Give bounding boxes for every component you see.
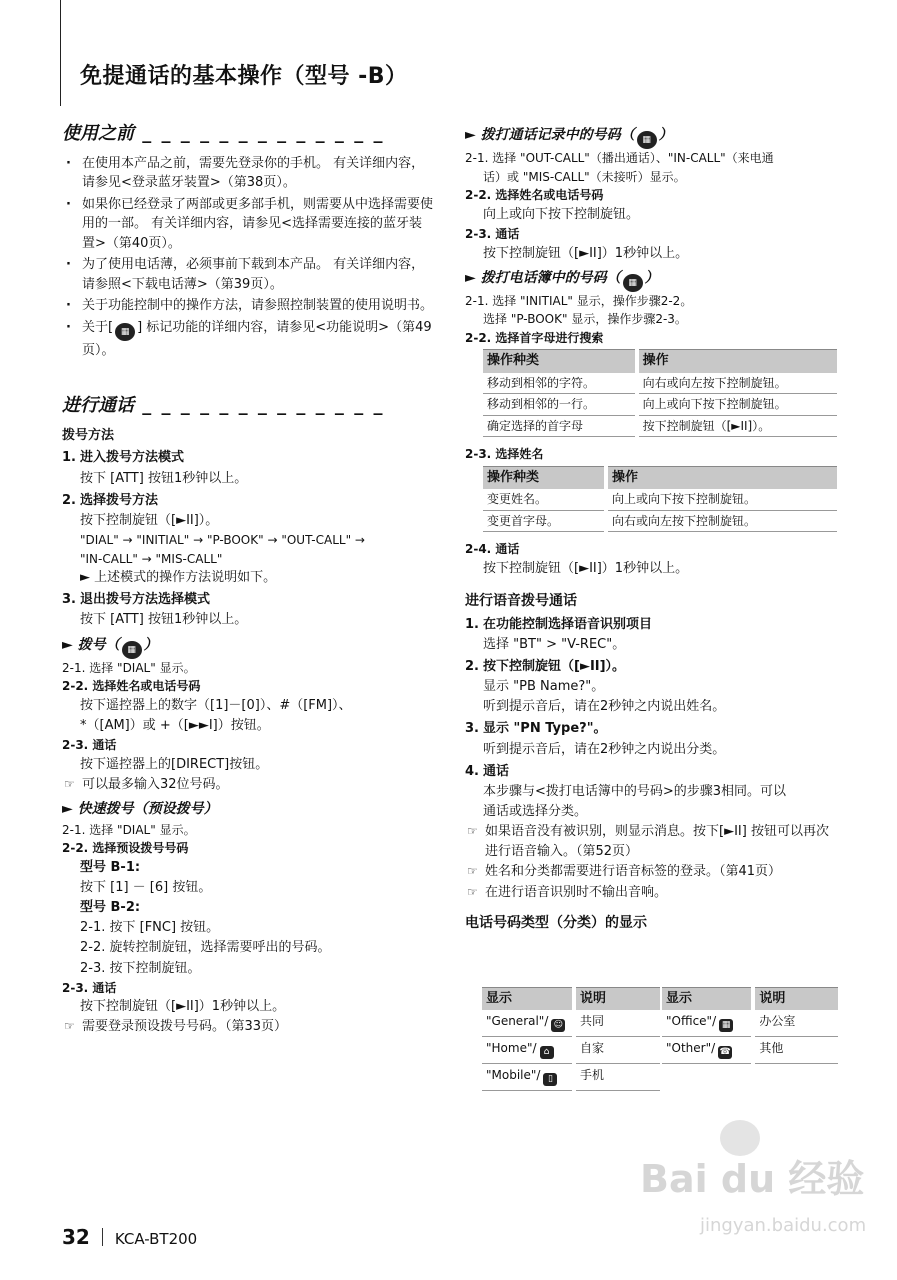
step-2-title (62, 491, 434, 511)
table-cell: 其他 (753, 1037, 838, 1064)
type-label: "General"/ (486, 1014, 549, 1029)
making-call-heading-text: 进行通话 (62, 395, 134, 417)
page-number: 32 (62, 1225, 90, 1249)
voice-note: ☞ 如果语音没有被识别，则显示消息。按下[►II] 按钮可以再次进行语音输入。（第52页） (465, 822, 837, 862)
dial-method-title: 拨号方法 (62, 428, 115, 444)
step-number: 4. (465, 763, 479, 779)
table-row (482, 1037, 660, 1064)
table-row (483, 373, 837, 394)
table-cell: 办公室 (753, 1010, 838, 1037)
dial-step-2-1: 2-1. 选择 "DIAL" 显示。 (62, 660, 196, 675)
table-cell (482, 1064, 574, 1091)
table-cell: 向右或向左按下控制旋钮。 (606, 510, 837, 532)
types-table-left (482, 987, 660, 1091)
table-row (662, 1010, 838, 1037)
number-types-heading: 电话号码类型（分类）的显示 (465, 914, 647, 931)
speed-step-2-3-text: 按下控制旋钮（[►II]）1秒钟以上。 (80, 999, 286, 1015)
step-title-text: 通话 (483, 763, 510, 779)
model-b2-step: 2-2. 旋转控制旋钮，选择需要呼出的号码。 (80, 940, 331, 956)
step-title-text: 显示 "PN Type?"。 (483, 721, 607, 737)
type-label: "Home"/ (486, 1041, 537, 1056)
table-header: 操作 (637, 350, 837, 373)
list-item: · 在使用本产品之前，需要先登录你的手机。 有关详细内容，请参见<登录蓝牙装置>（第38页）。 (62, 154, 434, 193)
footer-divider (102, 1228, 103, 1246)
watermark-url: jingyan.baidu.com (700, 1215, 867, 1236)
table-header: 说明 (753, 988, 838, 1011)
table-cell: 变更姓名。 (483, 489, 606, 510)
list-item (62, 318, 434, 361)
dial-step-2-2-text: *（[AM]）或 +（[►►I]）按钮。 (80, 717, 270, 733)
voice-note: ☞ 姓名和分类都需要进行语音标签的登录。（第41页） (465, 862, 837, 882)
subheading-text: ） (658, 127, 673, 143)
dial-step-2-2-text: 按下遥控器上的数字（[1]－[0]）、#（[FM]）、 (80, 697, 352, 713)
table-cell (482, 1010, 574, 1037)
step-3-text: 按下 [ATT] 按钮1秒钟以上。 (80, 612, 248, 628)
step-1-text: 按下 [ATT] 按钮1秒钟以上。 (80, 470, 248, 486)
menu-icon (115, 323, 135, 341)
table-header: 操作种类 (483, 350, 637, 373)
list-item: · 关于功能控制中的操作方法，请参照控制装置的使用说明书。 (62, 296, 434, 316)
table-cell: 移动到相邻的字符。 (483, 373, 637, 394)
table-cell: 向上或向下按下控制旋钮。 (606, 489, 837, 510)
table-header: 操作 (606, 466, 837, 489)
types-table-right (662, 987, 838, 1064)
table-cell: 确定选择的首字母 (483, 415, 637, 437)
heading-dashes: _ _ _ _ _ _ _ _ _ _ _ _ _ (134, 395, 385, 417)
phonebook-step-2-4-text: 按下控制旋钮（[►II]）1秒钟以上。 (483, 560, 689, 576)
table-cell (482, 1037, 574, 1064)
page-title: 免提通话的基本操作（型号 -B） (80, 64, 408, 89)
before-use-heading-text: 使用之前 (62, 123, 134, 144)
call-log-step-2-1: 2-1. 选择 "OUT-CALL"（播出通话）、"IN-CALL"（来电通 (465, 151, 774, 165)
model-name: KCA-BT200 (114, 1230, 198, 1248)
before-use-heading (62, 120, 434, 148)
dial-subheading (62, 635, 434, 659)
phonebook-step-2-2-title: 2-2. 选择首字母进行搜索 (465, 330, 604, 345)
bullet-text: 关于[ (82, 319, 114, 335)
dial-note: ☞ 可以最多输入32位号码。 (62, 775, 434, 795)
phonebook-step-2-1-cont: 选择 "P-BOOK" 显示，操作步骤2-3。 (483, 312, 687, 327)
table-header: 操作种类 (483, 466, 606, 489)
call-log-step-2-1-cont: 话）或 "MIS-CALL"（未接听）显示。 (483, 169, 686, 184)
table-row (483, 489, 837, 510)
table-cell: 共同 (574, 1010, 660, 1037)
subheading-text: ） (644, 269, 659, 286)
step-number: 2. (465, 658, 479, 674)
speed-dial-subheading: ► 快速拨号（预设拨号） (62, 800, 218, 817)
before-use-list (62, 154, 434, 361)
making-call-heading (62, 392, 434, 420)
voice-step-4-title (465, 762, 837, 782)
table-header-row (483, 350, 837, 373)
call-log-subheading (465, 125, 837, 149)
phonebook-step-2-1: 2-1. 选择 "INITIAL" 显示，操作步骤2-2。 (465, 293, 693, 308)
mode-note: ► 上述模式的操作方法说明如下。 (80, 570, 277, 586)
model-b2-step: 2-3. 按下控制旋钮。 (80, 960, 201, 976)
type-label: "Other"/ (666, 1041, 716, 1056)
table-header: 说明 (574, 988, 660, 1011)
step-title-text: 进入拨号方法模式 (80, 450, 185, 466)
table-header: 显示 (662, 988, 753, 1011)
table-cell: 向右或向左按下控制旋钮。 (637, 373, 837, 394)
model-b1-label: 型号 B-1: (80, 859, 141, 875)
mode-sequence-cont: "IN-CALL" → "MIS-CALL" (80, 551, 223, 566)
voice-step-3-title (465, 719, 837, 739)
call-log-step-2-3-text: 按下控制旋钮（[►II]）1秒钟以上。 (483, 245, 689, 261)
voice-step-2-text: 听到提示音后，请在2秒钟之内说出姓名。 (483, 699, 726, 715)
list-item: · 如果你已经登录了两部或更多部手机，则需要从中选择需要使用的一部。 有关详细内容，请参见<选择需要连接的蓝牙装置>（第40页）。 (62, 195, 434, 254)
dial-step-2-3-text: 按下遥控器上的[DIRECT]按钮。 (80, 756, 269, 772)
step-title-text: 在功能控制选择语音识别项目 (483, 616, 653, 632)
table-row (483, 394, 837, 416)
table-row (662, 1037, 838, 1064)
mode-sequence: "DIAL" → "INITIAL" → "P-BOOK" → "OUT-CALL" → (80, 532, 365, 547)
call-log-step-2-2-text: 向上或向下按下控制旋钮。 (483, 206, 640, 222)
speed-step-2-1: 2-1. 选择 "DIAL" 显示。 (62, 822, 196, 837)
table-row (482, 1010, 660, 1037)
margin-rule (60, 0, 61, 106)
voice-dial-heading: 进行语音拨号通话 (465, 593, 577, 610)
speed-step-2-3-title: 2-3. 通话 (62, 980, 117, 995)
voice-note: ☞ 在进行语音识别时不输出音响。 (465, 883, 837, 903)
table-header-row (482, 988, 660, 1011)
step-number: 3. (465, 721, 479, 737)
step-number: 1. (465, 616, 479, 632)
step-number: 3. (62, 592, 76, 608)
home-icon: ⌂ (540, 1046, 554, 1059)
call-log-step-2-2-title: 2-2. 选择姓名或电话号码 (465, 188, 604, 203)
menu-icon (623, 274, 643, 292)
mobile-icon: ▯ (543, 1073, 557, 1086)
type-label: "Mobile"/ (486, 1068, 541, 1083)
subheading-text: ） (143, 636, 158, 653)
office-icon: ▦ (719, 1019, 733, 1032)
subheading-text: ► 拨号（ (62, 636, 120, 653)
type-label: "Office"/ (666, 1014, 717, 1029)
voice-step-2-title (465, 657, 837, 677)
phonebook-step-2-4-title: 2-4. 通话 (465, 542, 520, 557)
table-cell (662, 1037, 753, 1064)
table-cell: 手机 (574, 1064, 660, 1091)
model-b2-label: 型号 B-2: (80, 900, 141, 916)
model-b2-step: 2-1. 按下 [FNC] 按钮。 (80, 920, 220, 936)
list-item: · 为了使用电话薄，必须事前下载到本产品。 有关详细内容，请参照<下载电话薄>（第39页）。 (62, 255, 434, 294)
heading-dashes: _ _ _ _ _ _ _ _ _ _ _ _ _ (134, 123, 385, 144)
step-title-text: 退出拨号方法选择模式 (80, 592, 211, 608)
baidu-watermark: Bai du 经验 (640, 1157, 865, 1201)
step-number: 1. (62, 450, 76, 466)
model-b1-text: 按下 [1] － [6] 按钮。 (80, 879, 212, 895)
table-header-row (662, 988, 838, 1011)
call-log-step-2-3-title: 2-3. 通话 (465, 226, 520, 241)
table-header: 显示 (482, 988, 574, 1011)
speed-note: ☞ 需要登录预设拨号号码。（第33页） (62, 1017, 434, 1037)
phonebook-subheading (465, 268, 837, 292)
step-title-text: 按下控制旋钮（[►II]）。 (483, 658, 626, 674)
voice-step-4-text: 本步骤与<拨打电话簿中的号码>的步骤3相同。可以 (483, 783, 787, 799)
dial-step-2-3-title: 2-3. 通话 (62, 738, 117, 753)
page-footer (62, 1222, 197, 1253)
right-column (465, 125, 837, 934)
table-row (482, 1064, 660, 1091)
bullet-text: ] 标记功能的详细内容，请参见<功能说明>（第49页）。 (82, 319, 432, 358)
subheading-text: ► 拨打电话簿中的号码（ (465, 269, 621, 286)
table-cell: 按下控制旋钮（[►II]）。 (637, 415, 837, 437)
step-title-text: 选择拨号方法 (80, 492, 159, 508)
step-2-text: 按下控制旋钮（[►II]）。 (80, 512, 219, 528)
voice-step-4-text: 通话或选择分类。 (483, 803, 588, 819)
dial-step-2-2-title: 2-2. 选择姓名或电话号码 (62, 679, 201, 694)
voice-step-1-text: 选择 "BT" > "V-REC"。 (483, 636, 626, 652)
step-1-title (62, 448, 434, 468)
initial-search-table (483, 349, 837, 437)
table-row (483, 510, 837, 532)
menu-icon (637, 131, 657, 149)
table-cell: 移动到相邻的一行。 (483, 394, 637, 416)
table-cell: 向上或向下按下控制旋钮。 (637, 394, 837, 416)
other-phone-icon: ☎ (719, 1047, 731, 1058)
voice-step-2-text: 显示 "PB Name?"。 (483, 679, 605, 695)
table-cell: 变更首字母。 (483, 510, 606, 532)
phonebook-step-2-3-title: 2-3. 选择姓名 (465, 447, 544, 462)
menu-icon (122, 641, 142, 659)
step-3-title (62, 590, 434, 610)
left-column (62, 120, 434, 1038)
name-select-table (483, 466, 837, 532)
table-cell: 自家 (574, 1037, 660, 1064)
speed-step-2-2-title: 2-2. 选择预设拨号号码 (62, 841, 189, 856)
subheading-text: ► 拨打通话记录中的号码（ (465, 127, 635, 143)
table-cell (662, 1010, 753, 1037)
voice-step-1-title (465, 615, 837, 635)
table-header-row (483, 466, 837, 489)
step-number: 2. (62, 492, 76, 508)
table-row (483, 415, 837, 437)
general-icon: ☺ (551, 1019, 565, 1032)
voice-step-3-text: 听到提示音后，请在2秒钟之内说出分类。 (483, 741, 726, 757)
